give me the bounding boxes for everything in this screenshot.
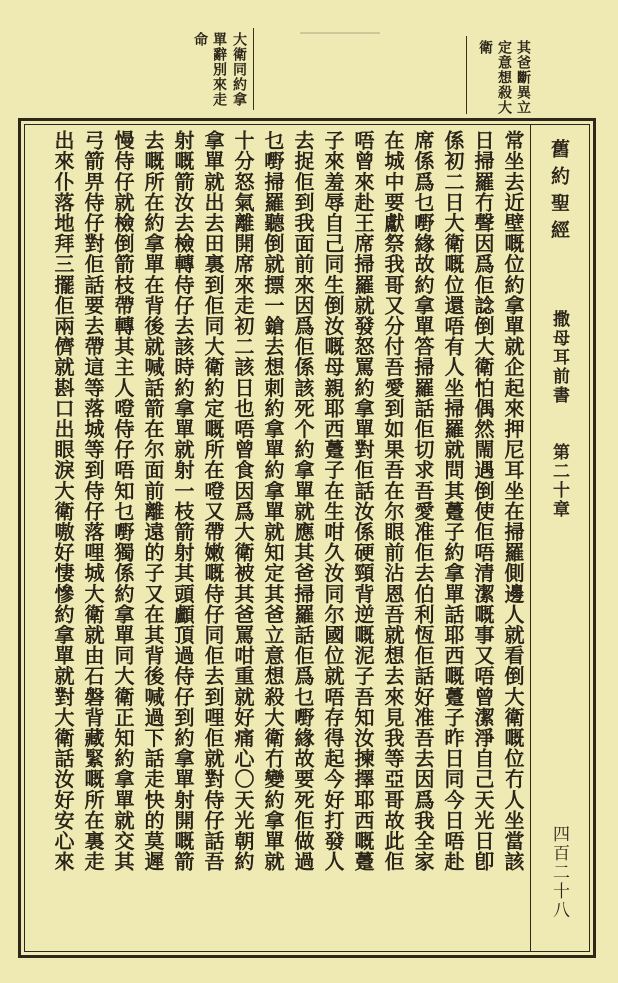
header-page-number: 四百二十八 [549,825,569,920]
text-column: 係初二日大衛嘅位還唔有人坐掃羅就問其躉子約拿單話耶西嘅躉子昨日同今日唔赴 [441,130,465,872]
running-header [530,125,589,951]
text-column: 去嘅所在約拿單在背後就喊話箭在尔面前離遠的子又在其背後喊過下話走快的莫遲 [141,130,165,872]
note-right-rule [466,36,467,114]
text-column: 在城中要獻祭我哥又分付吾愛到如果吾在尔眼前沾恩吾就想去來見我等亞哥故此佢 [381,130,405,872]
note-right-line-3: 衛 [477,40,493,55]
text-column: 去捉佢到我面前來因爲佢係該死个約拿單就應其爸掃羅話佢爲乜嘢緣故要死佢做過 [291,130,315,872]
note-left-line-3: 命 [192,32,208,47]
note-left-line-1: 大衛同約拿 [231,32,247,107]
text-column: 日掃羅冇聲因爲佢諗倒大衛怕偶然閙遇倒使佢唔清潔嘅事又唔曾潔淨自己天光日卽 [471,130,495,872]
text-column: 唔曾來赴王席掃羅就發怒罵約拿單對佢話汝係硬頸背逆嘅泥子吾知汝揀擇耶西嘅躉 [351,130,375,872]
header-book: 撒母耳前書 [549,310,569,405]
top-ink-mark [300,32,380,34]
note-left-rule [253,28,254,110]
header-chapter: 第二十章 [549,443,569,519]
text-column: 射嘅箭汝去檢轉侍仔去該時約拿單就射一枝箭射其頭顱頂過侍仔到約拿單射開嘅箭 [171,130,195,872]
note-right-line-1: 其爸斷異立 [515,40,531,115]
text-column: 拿單就出去田裏到佢同大衛約定嘅所在噔又帶嫩嘅侍仔同佢去到哩佢就對侍仔話吾 [201,130,225,872]
note-right-line-2: 定意想殺大 [496,40,512,115]
text-column: 弓箭畀侍仔對佢話要去帶這等落城等到侍仔落哩城大衛就由石磐背藏緊嘅所在裏走 [81,130,105,872]
text-column: 席係爲乜嘢緣故約拿單答掃羅話佢切求吾愛准佢去伯利恆佢話好准吾去因爲我全家 [411,130,435,872]
text-column: 出來仆落地拜三擺佢兩儕就斟口出眼淚大衛嗷好悽慘約拿單就對大衛話汝好安心來 [51,130,75,872]
header-title: 舊約聖經 [548,139,570,247]
note-left-line-2: 單辭別來走 [211,32,227,107]
text-column: 子來羞辱自己同生倒汝嘅母親耶西躉子在生咁久汝同尔國位就唔存得起今好打發人 [321,130,345,872]
text-column: 慢侍仔就檢倒箭枝帶轉其主人噔侍仔唔知乜嘢獨係約拿單同大衛正知約拿單就交其 [111,130,135,872]
text-column: 乜嘢掃羅聽倒就摽一鎗去想刺約拿單約拿單就知定其爸立意想殺大衛冇變約拿單就 [261,130,285,872]
text-column: 十分怒氣離開席來走初二該日也唔曾食因爲大衛被其爸罵咁重就好痛心〇天光朝約 [231,130,255,872]
text-column: 常坐去近壁嘅位約拿單就企起來押尼耳坐在掃羅側邊人就看倒大衛嘅位冇人坐當該 [501,130,525,872]
